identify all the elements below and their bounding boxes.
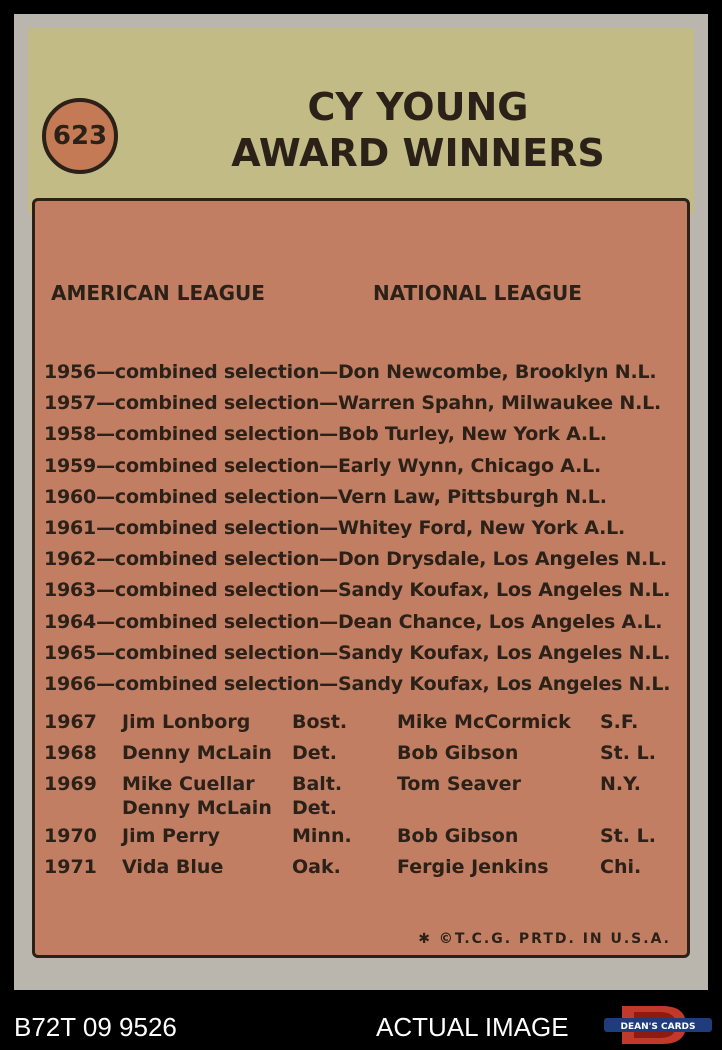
logo-text: DEAN'S CARDS — [620, 1022, 696, 1032]
cert-number: B72T 09 9526 — [14, 1012, 177, 1042]
year-cell: 1968 — [44, 742, 97, 764]
card-title — [138, 84, 698, 176]
year-cell: 1970 — [44, 825, 97, 847]
al-team-cell: Minn. — [292, 825, 352, 847]
nl-team-cell: S.F. — [600, 711, 639, 733]
title-line-1: CY YOUNG — [307, 85, 529, 129]
al-team-cell: Oak. — [292, 856, 341, 878]
combined-row: 1965—combined selection—Sandy Koufax, Los Angeles N.L. — [44, 641, 671, 664]
actual-image-label: ACTUAL IMAGE — [376, 1012, 569, 1042]
deans-cards-logo — [602, 1004, 714, 1046]
nl-player-cell: Fergie Jenkins — [397, 856, 549, 878]
copyright-notice: ✱ ©T.C.G. PRTD. IN U.S.A. — [418, 931, 671, 947]
combined-row: 1962—combined selection—Don Drysdale, Los Angeles N.L. — [44, 548, 667, 571]
al-team-cell: Bost. — [292, 711, 348, 733]
combined-row: 1961—combined selection—Whitey Ford, New York A.L. — [44, 517, 626, 539]
combined-row: 1956—combined selection—Don Newcombe, Brooklyn N.L. — [44, 361, 657, 383]
al-team-cell: Det. — [292, 797, 337, 819]
nl-team-cell: N.Y. — [600, 773, 641, 795]
combined-row: 1966—combined selection—Sandy Koufax, Los Angeles N.L. — [44, 673, 671, 695]
nl-team-cell: Chi. — [600, 856, 642, 878]
combined-row: 1960—combined selection—Vern Law, Pittsburgh N.L. — [44, 485, 607, 508]
nl-team-cell: St. L. — [600, 742, 656, 764]
year-cell: 1967 — [44, 711, 97, 733]
card-number-badge: 623 — [42, 98, 118, 174]
combined-row: 1963—combined selection—Sandy Koufax, Los Angeles N.L. — [44, 579, 671, 602]
al-player-cell: Mike Cuellar — [122, 773, 255, 795]
national-league-heading: NATIONAL LEAGUE — [373, 281, 582, 305]
al-player-cell: Denny McLain — [122, 797, 272, 819]
title-line-2: AWARD WINNERS — [231, 131, 605, 175]
combined-row: 1958—combined selection—Bob Turley, New York A.L. — [44, 423, 607, 446]
al-team-cell: Balt. — [292, 773, 343, 795]
al-player-cell: Vida Blue — [122, 856, 224, 878]
combined-row: 1957—combined selection—Warren Spahn, Milwaukee N.L. — [44, 392, 662, 415]
card-back — [14, 14, 708, 990]
nl-player-cell: Tom Seaver — [397, 773, 521, 795]
american-league-heading: AMERICAN LEAGUE — [51, 281, 265, 305]
combined-row: 1959—combined selection—Early Wynn, Chicago A.L. — [44, 454, 602, 477]
nl-player-cell: Bob Gibson — [397, 742, 519, 764]
year-cell: 1969 — [44, 773, 97, 795]
card-header — [28, 28, 694, 214]
combined-row: 1964—combined selection—Dean Chance, Los Angeles A.L. — [44, 610, 663, 633]
year-cell: 1971 — [44, 856, 97, 878]
al-team-cell: Det. — [292, 742, 337, 764]
al-player-cell: Jim Perry — [122, 825, 220, 847]
nl-player-cell: Bob Gibson — [397, 825, 519, 847]
nl-player-cell: Mike McCormick — [397, 711, 571, 733]
al-player-cell: Jim Lonborg — [122, 711, 251, 733]
winners-panel — [32, 198, 690, 958]
al-player-cell: Denny McLain — [122, 742, 272, 764]
nl-team-cell: St. L. — [600, 825, 656, 847]
